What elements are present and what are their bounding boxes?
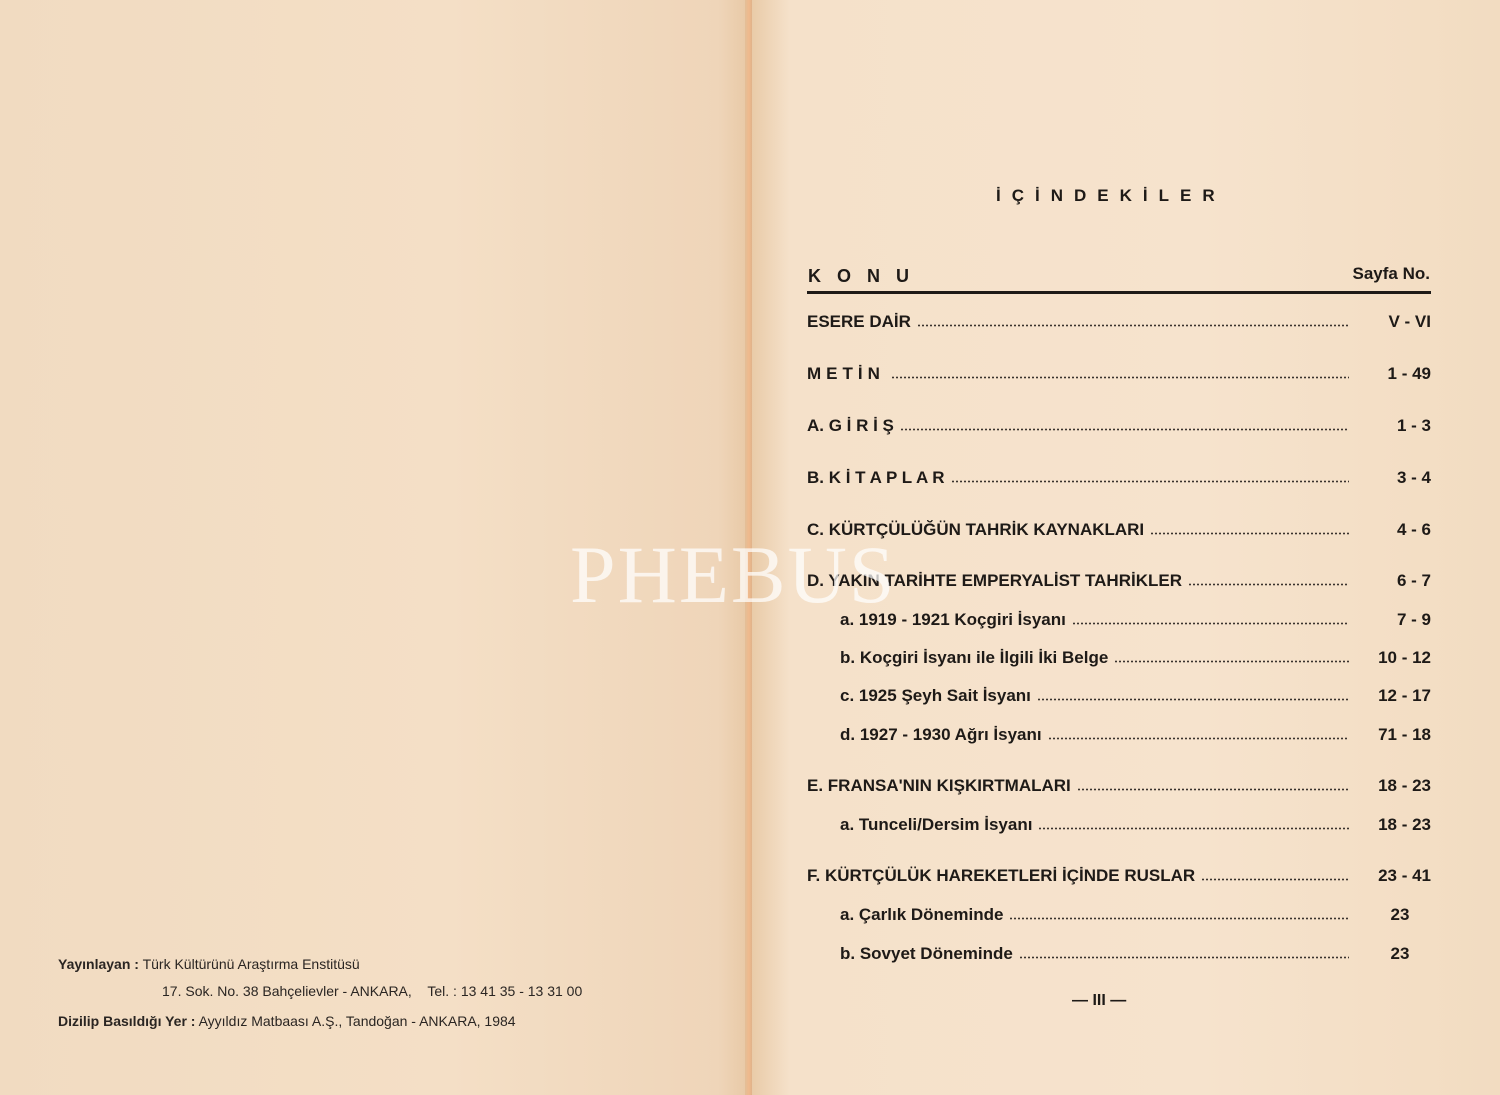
leader-dots: [1038, 827, 1349, 830]
toc-entry: [807, 772, 1431, 796]
leader-dots: [900, 428, 1349, 431]
publisher-name: Türk Kültürünü Araştırma Enstitüsü: [142, 956, 360, 972]
toc-entry-label: A. G İ R İ Ş: [807, 416, 894, 435]
toc-entry-label: d. 1927 - 1930 Ağrı İsyanı: [840, 725, 1042, 744]
toc-entry-label: a. Tunceli/Dersim İsyanı: [840, 815, 1033, 834]
toc-entry-pages: 18 - 23: [1378, 776, 1431, 795]
toc-entry-pages: 3 - 4: [1396, 468, 1431, 487]
toc-subentry: [840, 644, 1431, 668]
publisher-address: 17. Sok. No. 38 Bahçelievler - ANKARA,: [162, 983, 412, 999]
toc-entry-label: b. Sovyet Döneminde: [840, 944, 1013, 963]
printer-name: Ayyıldız Matbaası A.Ş., Tandoğan - ANKARA, 1984: [198, 1013, 516, 1029]
toc-entry-label: c. 1925 Şeyh Sait İsyanı: [840, 686, 1031, 705]
toc-subentry: [840, 901, 1431, 925]
leader-dots: [917, 324, 1349, 327]
toc-entry-pages: 71 - 18: [1378, 725, 1431, 744]
leader-dots: [951, 480, 1349, 483]
toc-entry: [807, 308, 1431, 332]
leader-dots: [1150, 532, 1349, 535]
publisher-label: Yayınlayan :: [58, 956, 139, 972]
leader-dots: [1188, 583, 1349, 586]
leader-dots: [1201, 878, 1349, 881]
toc-subentry: [840, 682, 1431, 706]
toc-subentry: [840, 940, 1431, 964]
toc-title: İÇİNDEKİLER: [996, 186, 1226, 205]
toc-entry-pages: 23: [1390, 944, 1410, 963]
toc-entry: [807, 567, 1431, 591]
toc-entry-label: B. K İ T A P L A R: [807, 468, 945, 487]
toc-entry-pages: 12 - 17: [1378, 686, 1431, 705]
leader-dots: [1019, 956, 1349, 959]
toc-subentry: [840, 811, 1431, 835]
toc-page-header: Sayfa No.: [1352, 264, 1430, 283]
toc-entry: [807, 412, 1431, 436]
leader-dots: [1048, 737, 1349, 740]
toc-entry: [807, 360, 1431, 384]
toc-entry-pages: 23 - 41: [1378, 866, 1431, 885]
toc-entry-label: C. KÜRTÇÜLÜĞÜN TAHRİK KAYNAKLARI: [807, 520, 1145, 539]
toc-entry-pages: 1 - 49: [1387, 364, 1431, 383]
page-number: — III —: [1072, 992, 1127, 1009]
toc-entry: [807, 862, 1431, 886]
toc-entry-pages: 4 - 6: [1396, 520, 1431, 539]
leader-dots: [891, 376, 1349, 379]
toc-entry-pages: 7 - 9: [1396, 610, 1431, 629]
toc-entry-pages: 10 - 12: [1378, 648, 1431, 667]
leader-dots: [1037, 698, 1349, 701]
toc-entry: [807, 516, 1431, 540]
header-rule: [807, 291, 1431, 294]
toc-entry-label: a. 1919 - 1921 Koçgiri İsyanı: [840, 610, 1066, 629]
toc-entry-label: b. Koçgiri İsyanı ile İlgili İki Belge: [840, 648, 1109, 667]
toc-subject-header: KONU: [808, 266, 925, 286]
toc-entry-pages: 6 - 7: [1396, 571, 1431, 590]
leader-dots: [1114, 660, 1349, 663]
toc-entry-pages: 1 - 3: [1396, 416, 1431, 435]
toc-entry-label: a. Çarlık Döneminde: [840, 905, 1004, 924]
toc-entry-pages: 23: [1390, 905, 1410, 924]
toc-entry-label: METİN: [807, 364, 885, 383]
publisher-tel: Tel. : 13 41 35 - 13 31 00: [427, 983, 583, 999]
toc-subentry: [840, 721, 1431, 745]
leader-dots: [1009, 917, 1349, 920]
toc-entry-label: D. YAKIN TARİHTE EMPERYALİST TAHRİKLER: [807, 571, 1182, 590]
toc-entry: [807, 464, 1431, 488]
leader-dots: [1072, 622, 1349, 625]
toc-entry-pages: 18 - 23: [1378, 815, 1431, 834]
watermark: PHEBUS: [570, 529, 897, 620]
toc-entry-label: E. FRANSA'NIN KIŞKIRTMALARI: [807, 776, 1071, 795]
leader-dots: [1077, 788, 1349, 791]
toc-entry-label: F. KÜRTÇÜLÜK HAREKETLERİ İÇİNDE RUSLAR: [807, 866, 1196, 885]
toc-entry-label: ESERE DAİR: [807, 312, 911, 331]
printer-label: Dizilip Basıldığı Yer :: [58, 1013, 196, 1029]
toc-subentry: [840, 606, 1431, 630]
toc-entry-pages: V - VI: [1388, 312, 1431, 331]
